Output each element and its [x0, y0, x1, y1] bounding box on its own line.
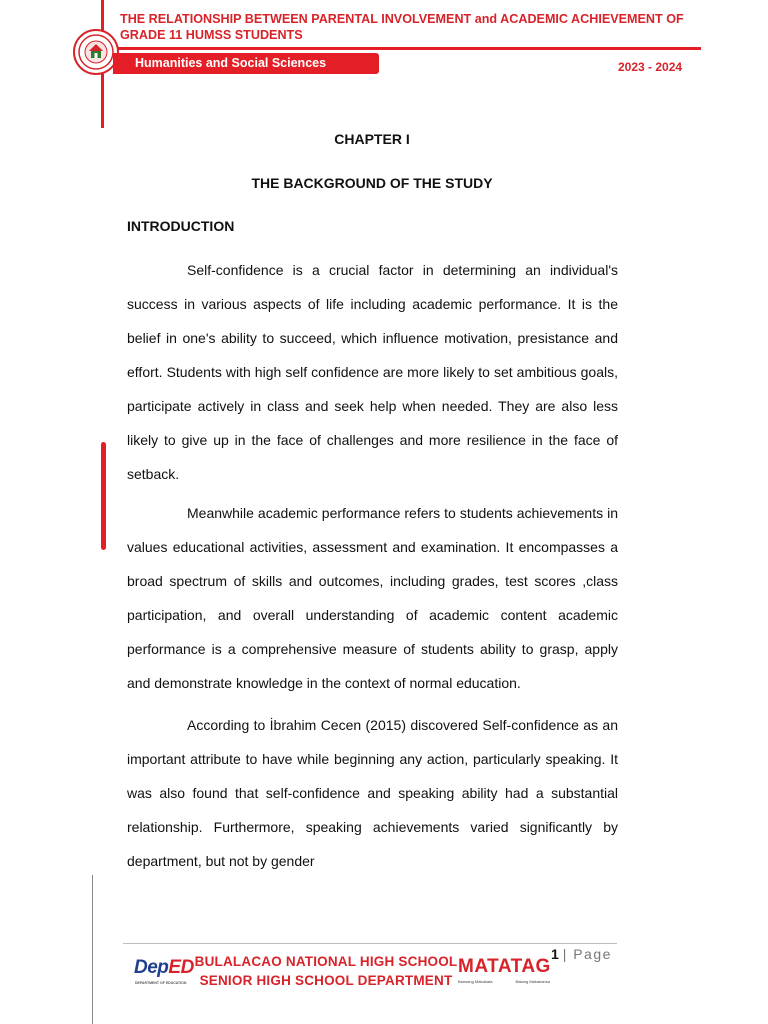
document-title: THE RELATIONSHIP BETWEEN PARENTAL INVOLVEMENT and ACADEMIC ACHIEVEMENT OF GRADE 11 HUMSS STUDENTS: [120, 12, 684, 42]
page-number-value: 1: [551, 946, 559, 962]
chapter-heading: CHAPTER I: [334, 131, 410, 147]
deped-logo-icon: [134, 957, 194, 987]
introduction-heading: INTRODUCTION: [127, 218, 235, 234]
paragraph-1: Self-confidence is a crucial factor in determining an individual's success in various aspects of life including academic performance. It is the belief in one's ability to succeed, which influence motivation, presistance and effort. Students with high self confidence are more likely to set ambitious goals, participate actively in class and seek help when needed. They are also less likely to give up in the face of challenges and more resilience in the face of setback.: [127, 262, 618, 482]
paragraph-2: Meanwhile academic performance refers to students achievements in values educational activities, assessment and examination. It encompasses a broad spectrum of skills and outcomes, including grades, test scores ,class participation, and overall understanding of academic content academic performance is a comprehensive measure of students ability to grasp, apply and demonstrate knowledge in the context of normal education.: [127, 505, 618, 691]
school-name: BULALACAO NATIONAL HIGH SCHOOL: [194, 954, 458, 969]
header-horizontal-rule: [101, 47, 701, 50]
page-number: [551, 946, 612, 962]
matatag-tagline-right: Batang Makabansa: [515, 979, 550, 984]
matatag-wordmark: MATATAG: [458, 956, 551, 977]
footer-rule: [123, 943, 617, 944]
deped-caption: DEPARTMENT OF EDUCATION: [135, 981, 187, 985]
section-title: THE BACKGROUND OF THE STUDY: [251, 175, 493, 191]
margin-accent-bar: [101, 442, 106, 550]
subject-banner: Humanities and Social Sciences: [113, 53, 379, 74]
deped-logo-text: DepED: [134, 957, 194, 978]
school-year: 2023 - 2024: [618, 60, 683, 74]
page-label: | Page: [562, 946, 612, 962]
department-name: SENIOR HIGH SCHOOL DEPARTMENT: [199, 973, 453, 988]
matatag-tagline-left: Bansang Makabata: [458, 979, 493, 984]
matatag-logo-icon: [458, 956, 550, 992]
paragraph-3: According to İbrahim Cecen (2015) discovered Self-confidence as an important attribute to have while beginning any action, particularly speaking. It was also found that self-confidence and speaking ability had a substantial relationship. Furthermore, speaking achievements varied significantly by department, but not by gender: [127, 717, 618, 869]
footer-vertical-rule: [92, 875, 93, 1024]
